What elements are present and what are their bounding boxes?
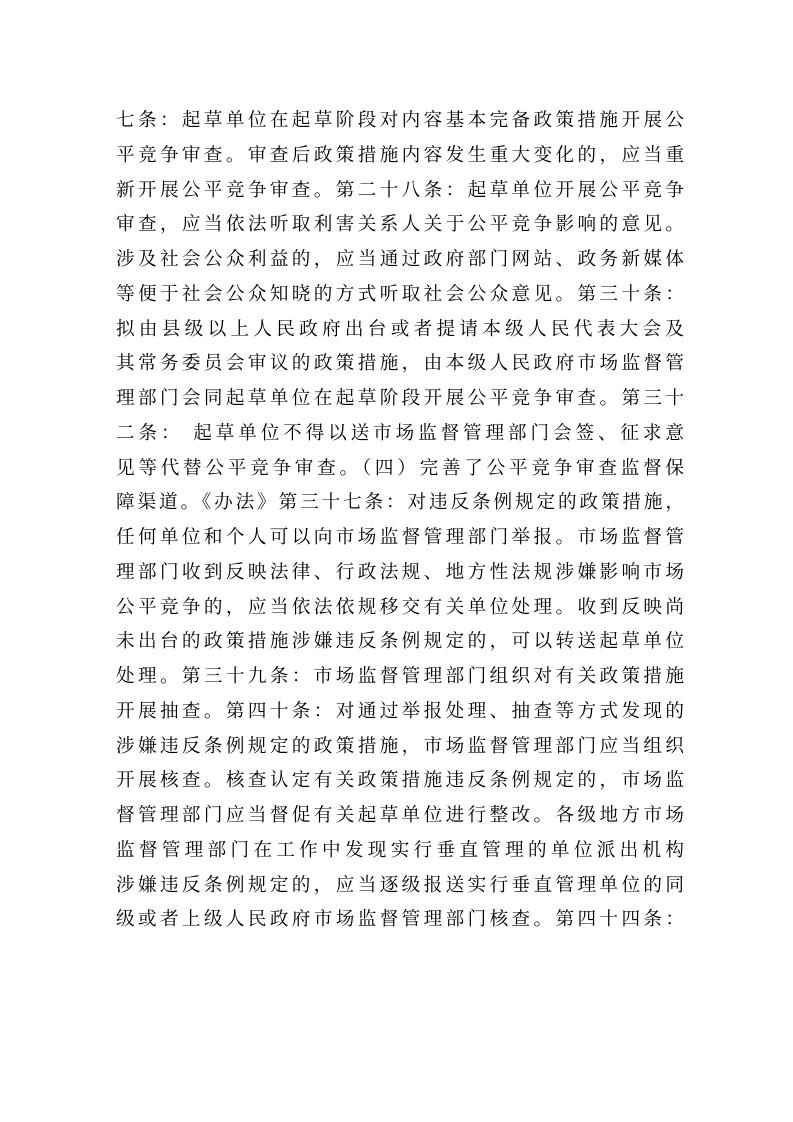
text-line-15: 公平竞争的，应当依法依规移交有关单位处理。收到反映尚: [116, 596, 684, 618]
text-line-23: 涉嫌违反条例规定的，应当逐级报送实行垂直管理单位的同: [116, 874, 684, 896]
text-line-18: 开展抽查。第四十条：对通过举报处理、抽查等方式发现的: [116, 700, 684, 722]
text-line-6: 等便于社会公众知晓的方式听取社会公众意见。第三十条：: [116, 283, 684, 305]
text-line-11: 见等代替公平竞争审查。（四）完善了公平竞争审查监督保: [116, 457, 684, 479]
text-line-2: 平竞争审查。审查后政策措施内容发生重大变化的，应当重: [116, 144, 684, 166]
text-line-10: 二条： 起草单位不得以送市场监督管理部门会签、征求意: [116, 422, 684, 444]
body-text: [116, 104, 684, 938]
text-line-3: 新开展公平竞争审查。第二十八条：起草单位开展公平竞争: [116, 179, 684, 201]
text-line-1: 七条：起草单位在起草阶段对内容基本完备政策措施开展公: [116, 110, 684, 131]
text-line-13: 任何单位和个人可以向市场监督管理部门举报。市场监督管: [116, 527, 684, 548]
text-line-19: 涉嫌违反条例规定的政策措施，市场监督管理部门应当组织: [116, 735, 684, 757]
text-line-20: 开展核查。核查认定有关政策措施违反条例规定的，市场监: [116, 770, 684, 792]
text-line-9: 理部门会同起草单位在起草阶段开展公平竞争审查。第三十: [116, 388, 684, 409]
text-line-22: 监督管理部门在工作中发现实行垂直管理的单位派出机构: [116, 839, 684, 861]
text-line-16: 未出台的政策措施涉嫌违反条例规定的，可以转送起草单位: [116, 631, 684, 653]
text-line-24: 级或者上级人民政府市场监督管理部门核查。第四十四条：: [116, 909, 684, 931]
text-line-5: 涉及社会公众利益的，应当通过政府部门网站、政务新媒体: [116, 249, 684, 270]
text-line-12: 障渠道。《办法》第三十七条：对违反条例规定的政策措施，: [116, 492, 684, 514]
text-line-21: 督管理部门应当督促有关起草单位进行整改。各级地方市场: [116, 805, 684, 826]
text-line-8: 其常务委员会审议的政策措施，由本级人民政府市场监督管: [116, 353, 684, 375]
text-line-17: 处理。第三十九条：市场监督管理部门组织对有关政策措施: [116, 666, 684, 687]
text-line-7: 拟由县级以上人民政府出台或者提请本级人民代表大会及: [116, 318, 684, 340]
text-line-14: 理部门收到反映法律、行政法规、地方性法规涉嫌影响市场: [116, 561, 684, 583]
text-line-4: 审查，应当依法听取利害关系人关于公平竞争影响的意见。: [116, 214, 684, 236]
